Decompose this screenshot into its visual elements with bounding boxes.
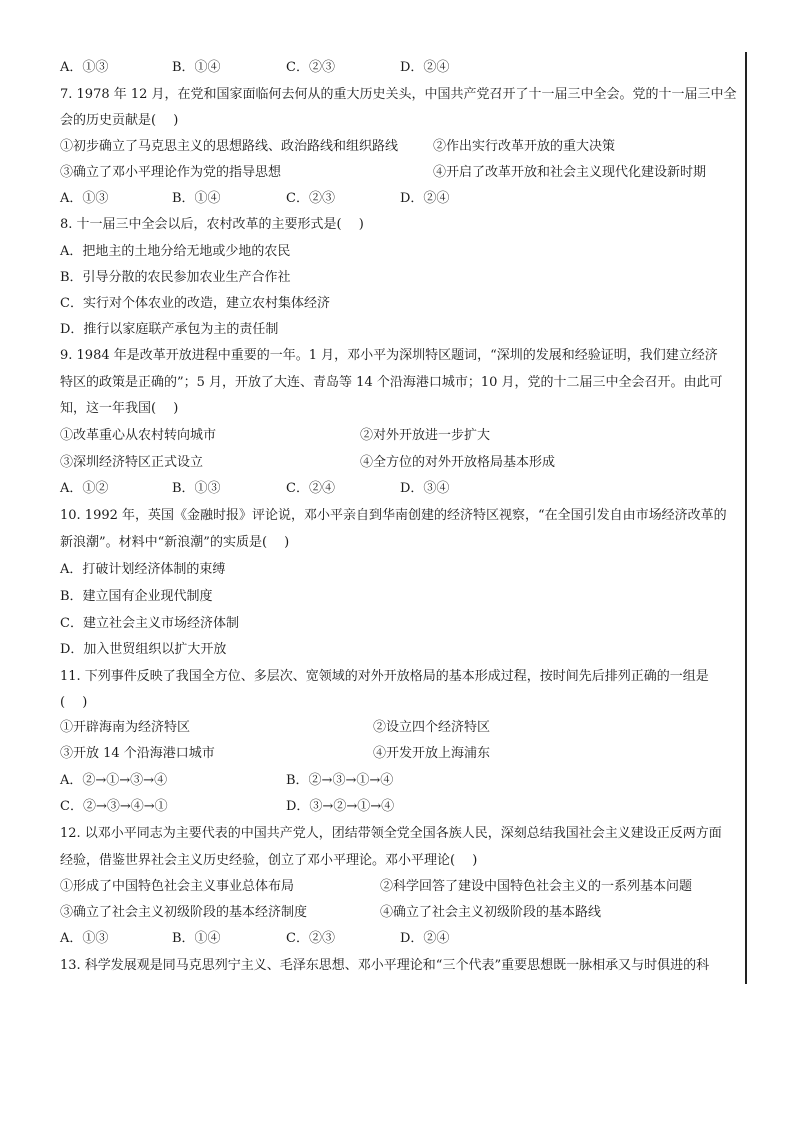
q8-option-b: B．引导分散的农民参加农业生产合作社 [60,270,291,285]
q12-option-c: C．②③ [286,931,335,946]
q12-items-row-1 [60,879,740,895]
q9-items-row-1 [60,428,740,444]
q6-option-b: B．①④ [172,60,221,75]
q9-item-1: ①改革重心从农村转向城市 [60,428,217,443]
q11-stem-line-2: ( ) [60,695,88,710]
q9-stem-line-1: 9. 1984 年是改革开放进程中重要的一年。1 月，邓小平为深圳特区题词，“深圳的发展和经验证明，我们建立经济 [60,348,718,363]
q8-option-d: D．推行以家庭联产承包为主的责任制 [60,322,279,337]
q6-option-a: A．①③ [60,60,109,75]
q10-option-a: A．打破计划经济体制的束缚 [60,562,226,577]
q9-stem-line-3: 知，这一年我国( ) [60,401,179,416]
q11-items-row-1 [60,720,740,736]
q12-options [60,931,740,947]
q7-option-a: A．①③ [60,191,109,206]
q9-item-3: ③深圳经济特区正式设立 [60,455,204,470]
q8-option-a: A．把地主的土地分给无地或少地的农民 [60,244,291,259]
q12-item-1: ①形成了中国特色社会主义事业总体布局 [60,879,295,894]
q11-options-row-1 [60,773,740,789]
q9-option-d: D．③④ [400,481,450,496]
q8-option-c: C．实行对个体农业的改造，建立农村集体经济 [60,296,330,311]
q11-stem-line-1: 11. 下列事件反映了我国全方位、多层次、宽领域的对外开放格局的基本形成过程，按时间先后排列正确的一组是 [60,669,709,684]
q9-item-4: ④全方位的对外开放格局基本形成 [360,455,556,470]
q12-item-4: ④确立了社会主义初级阶段的基本路线 [380,905,602,920]
q9-option-c: C．②④ [286,481,335,496]
q11-items-row-2 [60,746,740,762]
q7-option-b: B．①④ [172,191,221,206]
right-margin-rule [745,52,747,984]
q7-item-1: ①初步确立了马克思主义的思想路线、政治路线和组织路线 [60,139,399,154]
q11-option-c: C．②→③→④→① [60,799,168,814]
q8-stem: 8. 十一届三中全会以后，农村改革的主要形式是( ) [60,217,364,232]
q7-option-c: C．②③ [286,191,335,206]
q7-stem-line-1: 7. 1978 年 12 月，在党和国家面临何去何从的重大历史关头，中国共产党召开了十一届三中全会。党的十一届三中全 [60,87,737,102]
q12-stem-line-1: 12. 以邓小平同志为主要代表的中国共产党人，团结带领全党全国各族人民，深刻总结我国社会主义建设正反两方面 [60,826,722,841]
q10-option-d: D．加入世贸组织以扩大开放 [60,642,227,657]
q12-items-row-2 [60,905,740,921]
q7-item-4: ④开启了改革开放和社会主义现代化建设新时期 [433,165,707,180]
q9-option-b: B．①③ [172,481,221,496]
q9-option-a: A．①② [60,481,109,496]
q11-option-d: D．③→②→①→④ [286,799,395,814]
q7-options [60,191,740,207]
q11-item-1: ①开辟海南为经济特区 [60,720,191,735]
q7-items-row-1 [60,139,740,155]
q11-item-3: ③开放 14 个沿海港口城市 [60,746,215,761]
q10-option-c: C．建立社会主义市场经济体制 [60,616,239,631]
q6-option-d: D．②④ [400,60,450,75]
q7-item-3: ③确立了邓小平理论作为党的指导思想 [60,165,282,180]
q7-option-d: D．②④ [400,191,450,206]
q7-stem-line-2: 会的历史贡献是( ) [60,113,179,128]
q12-stem-line-2: 经验，借鉴世界社会主义历史经验，创立了邓小平理论。邓小平理论( ) [60,853,478,868]
q6-options [60,60,740,76]
q13-stem-line-1: 13. 科学发展观是同马克思列宁主义、毛泽东思想、邓小平理论和“三个代表”重要思想既一脉相承又与时俱进的科 [60,958,710,973]
q12-item-3: ③确立了社会主义初级阶段的基本经济制度 [60,905,308,920]
q9-item-2: ②对外开放进一步扩大 [360,428,491,443]
q12-option-a: A．①③ [60,931,109,946]
q9-items-row-2 [60,455,740,471]
q12-item-2: ②科学回答了建设中国特色社会主义的一系列基本问题 [380,879,693,894]
q11-option-a: A．②→①→③→④ [60,773,168,788]
q7-items-row-2 [60,165,740,181]
q9-options [60,481,740,497]
q12-option-d: D．②④ [400,931,450,946]
q11-options-row-2 [60,799,740,815]
q11-item-2: ②设立四个经济特区 [373,720,491,735]
q12-option-b: B．①④ [172,931,221,946]
q10-option-b: B．建立国有企业现代制度 [60,589,213,604]
q11-item-4: ④开发开放上海浦东 [373,746,491,761]
q10-stem-line-2: 新浪潮”。材料中“新浪潮”的实质是( ) [60,535,290,550]
q10-stem-line-1: 10. 1992 年，英国《金融时报》评论说，邓小平亲自到华南创建的经济特区视察，“在全国引发自由市场经济改革的 [60,508,727,523]
q7-item-2: ②作出实行改革开放的重大决策 [433,139,616,154]
q11-option-b: B．②→③→①→④ [286,773,394,788]
q6-option-c: C．②③ [286,60,335,75]
q9-stem-line-2: 特区的政策是正确的”；5 月，开放了大连、青岛等 14 个沿海港口城市；10 月，党的十二届三中全会召开。由此可 [60,375,723,390]
